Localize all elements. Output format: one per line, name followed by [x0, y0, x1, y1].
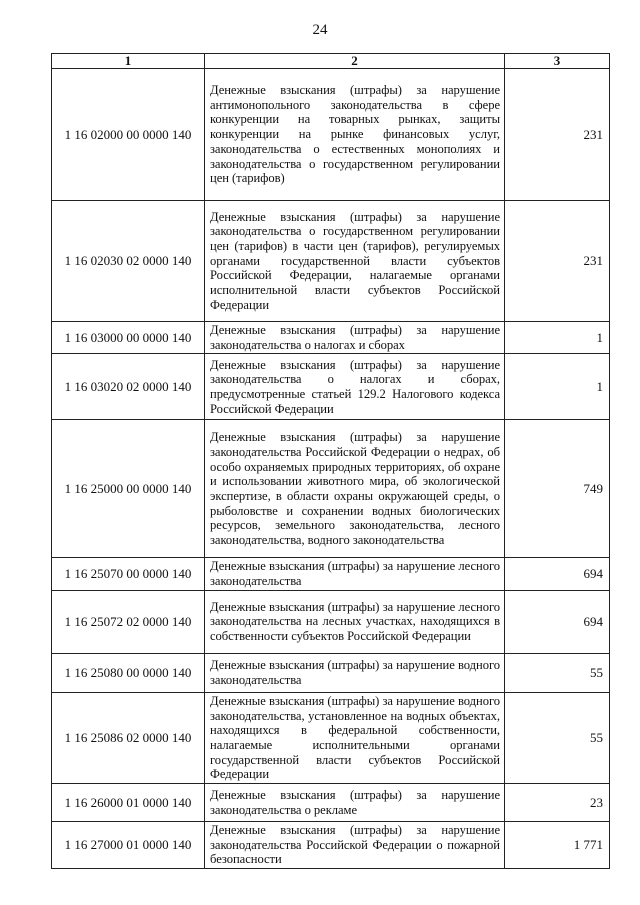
table-row — [52, 354, 610, 420]
budget-code-cell: 1 16 03000 00 0000 140 — [52, 322, 205, 354]
table-row — [52, 322, 610, 354]
amount-cell: 55 — [505, 692, 610, 783]
table-row — [52, 420, 610, 558]
description-cell: Денежные взыскания (штрафы) за нарушение лесного законодательства — [205, 558, 505, 590]
budget-code-cell: 1 16 25070 00 0000 140 — [52, 558, 205, 590]
budget-code-cell: 1 16 25072 02 0000 140 — [52, 590, 205, 653]
amount-cell: 23 — [505, 784, 610, 822]
column-header-1: 1 — [52, 54, 205, 69]
table-row — [52, 692, 610, 783]
description-cell: Денежные взыскания (штрафы) за нарушение лесного законодательства на лесных участках, находящихся в собственности субъектов Российской Федерации — [205, 590, 505, 653]
amount-cell: 1 — [505, 354, 610, 420]
amount-cell: 1 — [505, 322, 610, 354]
description-cell: Денежные взыскания (штрафы) за нарушение антимонопольного законодательства в сфере конкуренции на товарных рынках, защиты конкуренции на рынке финансовых услуг, законодательства о естественных монополиях и законодательства о государственном регулировании цен (тарифов) — [205, 69, 505, 201]
table-header — [52, 54, 610, 69]
amount-cell: 231 — [505, 69, 610, 201]
budget-code-cell: 1 16 26000 01 0000 140 — [52, 784, 205, 822]
budget-code-cell: 1 16 03020 02 0000 140 — [52, 354, 205, 420]
description-cell: Денежные взыскания (штрафы) за нарушение законодательства о государственном регулировании цен (тарифов) в части цен (тарифов), регулируемых органами государственной власти субъектов Российской Федерации, налагаемые органами исполнительной власти субъектов Российской Федерации — [205, 201, 505, 322]
table-row — [52, 590, 610, 653]
table-row — [52, 653, 610, 692]
description-cell: Денежные взыскания (штрафы) за нарушение законодательства о рекламе — [205, 784, 505, 822]
page-number: 24 — [312, 22, 328, 38]
amount-cell: 749 — [505, 420, 610, 558]
amount-cell: 55 — [505, 653, 610, 692]
amount-cell: 231 — [505, 201, 610, 322]
table-row — [52, 784, 610, 822]
budget-code-cell: 1 16 25080 00 0000 140 — [52, 653, 205, 692]
budget-code-cell: 1 16 02030 02 0000 140 — [52, 201, 205, 322]
table-body — [52, 69, 610, 869]
amount-cell: 694 — [505, 590, 610, 653]
budget-code-cell: 1 16 25086 02 0000 140 — [52, 692, 205, 783]
budget-code-cell: 1 16 25000 00 0000 140 — [52, 420, 205, 558]
table-row — [52, 201, 610, 322]
amount-cell: 694 — [505, 558, 610, 590]
table-row — [52, 69, 610, 201]
revenue-table — [51, 53, 610, 869]
column-header-3: 3 — [505, 54, 610, 69]
description-cell: Денежные взыскания (штрафы) за нарушение законодательства Российской Федерации о пожарной безопасности — [205, 822, 505, 869]
table-row — [52, 822, 610, 869]
amount-cell: 1 771 — [505, 822, 610, 869]
description-cell: Денежные взыскания (штрафы) за нарушение водного законодательства — [205, 653, 505, 692]
description-cell: Денежные взыскания (штрафы) за нарушение законодательства о налогах и сборах, предусмотренные статьей 129.2 Налогового кодекса Российской Федерации — [205, 354, 505, 420]
header-row — [52, 54, 610, 69]
table-row — [52, 558, 610, 590]
description-cell: Денежные взыскания (штрафы) за нарушение законодательства о налогах и сборах — [205, 322, 505, 354]
description-cell: Денежные взыскания (штрафы) за нарушение водного законодательства, установленное на водных объектах, находящихся в федеральной собственности, налагаемые исполнительными органами государственной власти субъектов Российской Федерации — [205, 692, 505, 783]
description-cell: Денежные взыскания (штрафы) за нарушение законодательства Российской Федерации о недрах, об особо охраняемых природных территориях, об охране и использовании животного мира, об экологической экспертизе, в области охраны окружающей среды, о рыболовстве и сохранении водных биологических ресурсов, земельного законодательства, лесного законодательства, водного законодательства — [205, 420, 505, 558]
budget-code-cell: 1 16 02000 00 0000 140 — [52, 69, 205, 201]
budget-code-cell: 1 16 27000 01 0000 140 — [52, 822, 205, 869]
column-header-2: 2 — [205, 54, 505, 69]
